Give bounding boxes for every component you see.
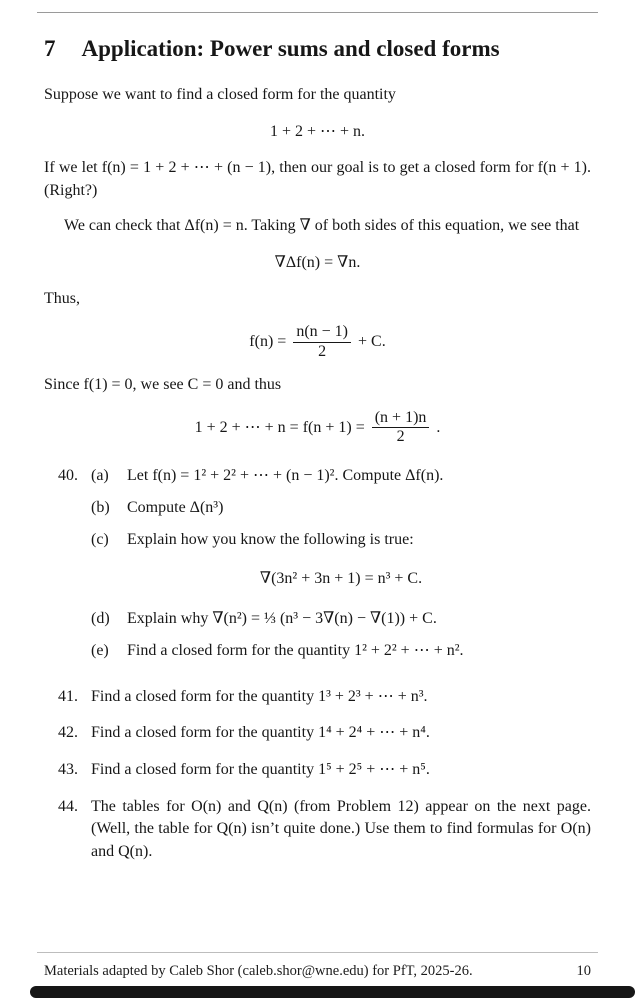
part-d (91, 608, 591, 631)
problem-body (91, 465, 591, 671)
bottom-bar (30, 986, 635, 998)
part-label: (a) (91, 467, 109, 485)
fraction (293, 323, 351, 362)
fraction-denominator: 2 (318, 342, 327, 360)
problem-40 (44, 465, 591, 671)
problem-41 (44, 686, 591, 709)
top-divider (37, 12, 598, 13)
page-footer (44, 963, 591, 980)
part-a (91, 465, 591, 488)
problem-number: 41. (58, 687, 78, 705)
problem-text: Find a closed form for the quantity 1⁵ + 2⁵ + ⋯ + n⁵. (91, 761, 430, 778)
equation-rhs: . (436, 418, 441, 436)
problem-number: 42. (58, 724, 78, 742)
equation-closed-form (44, 323, 591, 362)
problem-number: 43. (58, 761, 78, 778)
fraction-numerator: (n + 1)n (372, 409, 430, 429)
problem-body (91, 722, 591, 745)
equation-lhs: 1 + 2 + ⋯ + n = f(n + 1) = (194, 418, 365, 436)
problem-42 (44, 722, 591, 745)
goal-paragraph: If we let f(n) = 1 + 2 + ⋯ + (n − 1), then our goal is to get a closed form for f(n + 1). (Right?) (44, 159, 591, 200)
fraction-numerator: n(n − 1) (293, 323, 351, 343)
problem-body (91, 796, 591, 864)
equation-lhs: f(n) = (249, 333, 287, 351)
problem-44 (44, 796, 591, 864)
footer-credit: Materials adapted by Caleb Shor (caleb.shor@wne.edu) for PfT, 2025-26. (44, 963, 473, 979)
problem-body (91, 759, 591, 782)
equation-rhs: + C. (358, 333, 386, 351)
equation-power-sum: 1 + 2 + ⋯ + n. (269, 122, 366, 140)
equation-part-c: ∇(3n² + 3n + 1) = n³ + C. (259, 570, 423, 588)
problem-text: Find a closed form for the quantity 1³ + 2³ + ⋯ + n³. (91, 687, 428, 705)
problem-body (91, 686, 591, 709)
part-label: (c) (91, 530, 109, 548)
check-paragraph: We can check that Δf(n) = n. Taking ∇ of both sides of this equation, we see that (64, 216, 580, 234)
part-c (91, 529, 591, 552)
fraction-denominator: 2 (396, 428, 405, 446)
intro-paragraph: Suppose we want to find a closed form for the quantity (44, 86, 396, 103)
problem-43 (44, 759, 591, 782)
part-text: Explain how you know the following is true: (127, 530, 414, 548)
problem-number: 40. (58, 467, 78, 485)
section-number: 7 (44, 36, 56, 61)
part-text: Let f(n) = 1² + 2² + ⋯ + (n − 1)². Compute Δf(n). (127, 467, 444, 485)
part-text: Find a closed form for the quantity 1² + 2² + ⋯ + n². (127, 641, 464, 659)
thus-paragraph: Thus, (44, 290, 80, 308)
equation-nabla-delta: ∇Δf(n) = ∇n. (274, 253, 361, 271)
section-heading (44, 36, 591, 62)
part-label: (e) (91, 641, 109, 659)
part-e (91, 640, 591, 663)
part-label: (b) (91, 498, 110, 516)
part-b (91, 497, 591, 520)
footer-divider (37, 952, 598, 953)
fraction (372, 409, 430, 448)
problem-number: 44. (58, 797, 78, 815)
section-title: Application: Power sums and closed forms (81, 36, 500, 61)
problem-text: Find a closed form for the quantity 1⁴ + 2⁴ + ⋯ + n⁴. (91, 724, 430, 742)
since-paragraph: Since f(1) = 0, we see C = 0 and thus (44, 375, 282, 393)
page-number: 10 (576, 963, 591, 979)
part-text: Explain why ∇(n²) = ⅓ (n³ − 3∇(n) − ∇(1)) + C. (127, 610, 437, 628)
problem-text: The tables for O(n) and Q(n) (from Problem 12) appear on the next page. (Well, the table for Q(n) isn’t quite done.) Use them to find formulas for O(n) and Q(n). (91, 797, 591, 861)
part-label: (d) (91, 610, 110, 628)
part-text: Compute Δ(n³) (127, 498, 224, 516)
problem-list (44, 465, 591, 864)
equation-final-sum (44, 409, 591, 448)
